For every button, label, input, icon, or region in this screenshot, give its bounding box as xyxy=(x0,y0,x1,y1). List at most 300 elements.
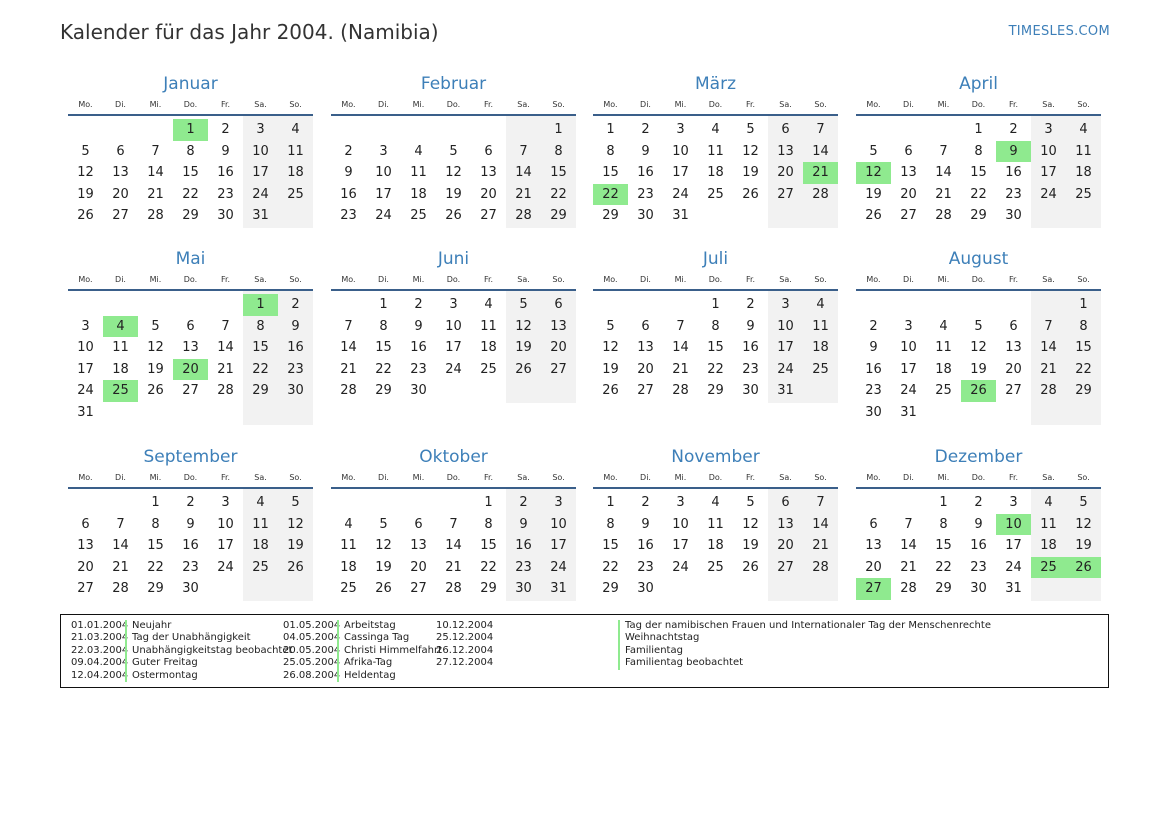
day-cell: 19 xyxy=(515,340,532,356)
day-cell: 3 xyxy=(221,495,230,510)
weekday-header: Fr. xyxy=(483,473,494,482)
day-cell: 15 xyxy=(550,165,567,181)
holiday-day: 1 xyxy=(243,294,278,316)
day-cell: 12 xyxy=(375,538,392,554)
day-cell: 15 xyxy=(480,538,497,554)
weekday-header: Do. xyxy=(183,473,198,482)
day-cell: 8 xyxy=(974,143,983,159)
day-cell: 2 xyxy=(641,495,650,510)
holiday-date: 22.03.2004 xyxy=(71,644,129,656)
day-cell: 24 xyxy=(672,559,689,575)
day-cell: 21 xyxy=(340,361,357,377)
day-cell: 17 xyxy=(252,165,269,181)
day-cell: 22 xyxy=(707,361,724,377)
holiday-date: 26.12.2004 xyxy=(436,644,494,656)
weekday-header: Mo. xyxy=(866,100,881,109)
day-cell: 11 xyxy=(480,318,497,334)
holiday-date: 27.12.2004 xyxy=(436,657,494,669)
day-cell: 13 xyxy=(410,538,427,554)
day-cell: 28 xyxy=(147,208,164,224)
weekday-header: Mo. xyxy=(78,100,93,109)
day-cell: 10 xyxy=(1040,143,1057,159)
day-cell: 1 xyxy=(484,495,493,510)
day-cell: 8 xyxy=(151,516,160,532)
day-cell: 4 xyxy=(1044,495,1053,510)
holiday-day: 12 xyxy=(856,162,891,184)
day-cell: 25 xyxy=(287,186,304,202)
weekday-header: Di. xyxy=(903,275,914,284)
day-cell: 16 xyxy=(742,340,759,356)
day-cell: 1 xyxy=(151,495,160,510)
day-cell: 23 xyxy=(865,383,882,399)
holiday-name: Afrika-Tag xyxy=(337,657,392,669)
day-cell: 15 xyxy=(252,340,269,356)
weekday-header: Do. xyxy=(446,473,461,482)
day-cell: 30 xyxy=(865,405,882,420)
day-cell: 18 xyxy=(1075,165,1092,181)
holiday-day: 26 xyxy=(961,380,996,402)
day-cell: 23 xyxy=(340,208,357,224)
day-cell: 16 xyxy=(970,538,987,554)
day-cell: 9 xyxy=(641,516,650,532)
weekday-header: Mo. xyxy=(78,473,93,482)
day-cell: 16 xyxy=(637,538,654,554)
weekday-header: So. xyxy=(552,473,565,482)
day-cell: 22 xyxy=(480,559,497,575)
day-cell: 18 xyxy=(252,538,269,554)
day-cell: 17 xyxy=(672,538,689,554)
holiday-name: Christi Himmelfahrt xyxy=(337,645,442,657)
weekday-header: Di. xyxy=(903,473,914,482)
day-cell: 29 xyxy=(602,208,619,224)
day-cell: 10 xyxy=(777,318,794,334)
weekday-header: So. xyxy=(289,100,302,109)
weekday-header: Mo. xyxy=(603,473,618,482)
day-cell: 4 xyxy=(291,122,300,137)
day-cell: 20 xyxy=(410,559,427,575)
day-cell: 26 xyxy=(77,208,94,224)
day-cell: 1 xyxy=(606,495,615,510)
day-cell: 30 xyxy=(742,383,759,399)
day-cell: 30 xyxy=(970,581,987,597)
day-cell: 29 xyxy=(602,581,619,597)
month-name: Dezember xyxy=(934,447,1023,467)
day-cell: 14 xyxy=(672,340,689,356)
day-cell: 2 xyxy=(414,297,423,312)
day-cell: 28 xyxy=(340,383,357,399)
day-cell: 9 xyxy=(641,143,650,159)
day-cell: 27 xyxy=(1005,383,1022,399)
day-cell: 19 xyxy=(77,186,94,202)
day-cell: 8 xyxy=(1079,318,1088,334)
weekday-header: Sa. xyxy=(517,100,530,109)
weekday-header: Sa. xyxy=(254,100,267,109)
day-cell: 21 xyxy=(672,361,689,377)
day-cell: 7 xyxy=(221,318,230,334)
weekday-header: Sa. xyxy=(779,473,792,482)
day-cell: 24 xyxy=(445,361,462,377)
weekday-header: Di. xyxy=(115,473,126,482)
day-cell: 14 xyxy=(900,538,917,554)
day-cell: 1 xyxy=(974,122,983,137)
day-cell: 24 xyxy=(1005,559,1022,575)
weekday-header: So. xyxy=(814,100,827,109)
day-cell: 16 xyxy=(865,361,882,377)
weekday-header: Mi. xyxy=(412,275,425,284)
weekday-header: Mo. xyxy=(603,275,618,284)
day-cell: 7 xyxy=(1044,318,1053,334)
weekday-header: Sa. xyxy=(1042,100,1055,109)
day-cell: 3 xyxy=(81,318,90,334)
holiday-name: Tag der Unabhängigkeit xyxy=(125,632,251,644)
day-cell: 25 xyxy=(252,559,269,575)
day-cell: 25 xyxy=(410,208,427,224)
weekday-header: Sa. xyxy=(517,473,530,482)
weekday-header: Fr. xyxy=(745,473,756,482)
holiday-day: 21 xyxy=(803,162,838,184)
day-cell: 10 xyxy=(900,340,917,356)
day-cell: 9 xyxy=(344,165,353,181)
day-cell: 2 xyxy=(186,495,195,510)
day-cell: 7 xyxy=(344,318,353,334)
day-cell: 12 xyxy=(147,340,164,356)
day-cell: 21 xyxy=(812,538,829,554)
day-cell: 3 xyxy=(904,318,913,334)
day-cell: 26 xyxy=(147,383,164,399)
day-cell: 13 xyxy=(182,340,199,356)
weekday-header: Sa. xyxy=(254,473,267,482)
day-cell: 13 xyxy=(865,538,882,554)
day-cell: 31 xyxy=(252,208,269,224)
day-cell: 2 xyxy=(344,143,353,159)
day-cell: 23 xyxy=(182,559,199,575)
day-cell: 6 xyxy=(641,318,650,334)
day-cell: 10 xyxy=(252,143,269,159)
day-cell: 8 xyxy=(256,318,265,334)
day-cell: 27 xyxy=(900,208,917,224)
day-cell: 20 xyxy=(900,186,917,202)
month-name: Juni xyxy=(437,249,470,269)
day-cell: 29 xyxy=(252,383,269,399)
day-cell: 3 xyxy=(781,297,790,312)
weekday-header: Fr. xyxy=(220,473,231,482)
day-cell: 26 xyxy=(515,361,532,377)
holiday-day: 9 xyxy=(996,141,1031,163)
holiday-day: 26 xyxy=(1066,557,1101,579)
day-cell: 7 xyxy=(151,143,160,159)
day-cell: 12 xyxy=(970,340,987,356)
day-cell: 24 xyxy=(252,186,269,202)
day-cell: 26 xyxy=(865,208,882,224)
day-cell: 28 xyxy=(515,208,532,224)
day-cell: 16 xyxy=(182,538,199,554)
day-cell: 14 xyxy=(812,143,829,159)
day-cell: 5 xyxy=(1079,495,1088,510)
day-cell: 25 xyxy=(812,361,829,377)
day-cell: 4 xyxy=(816,297,825,312)
day-cell: 29 xyxy=(707,383,724,399)
day-cell: 4 xyxy=(344,516,353,532)
day-cell: 10 xyxy=(77,340,94,356)
weekday-header: Di. xyxy=(115,275,126,284)
holiday-day: 27 xyxy=(856,578,891,600)
weekday-header: Mi. xyxy=(937,473,950,482)
day-cell: 27 xyxy=(112,208,129,224)
weekday-header: Mi. xyxy=(674,100,687,109)
day-cell: 15 xyxy=(602,538,619,554)
holiday-name: Cassinga Tag xyxy=(337,632,409,644)
holiday-legend xyxy=(60,614,1109,688)
day-cell: 13 xyxy=(777,516,794,532)
weekday-header: So. xyxy=(289,275,302,284)
day-cell: 1 xyxy=(554,122,563,137)
day-cell: 12 xyxy=(77,165,94,181)
weekday-header: Fr. xyxy=(745,100,756,109)
day-cell: 28 xyxy=(445,581,462,597)
holiday-day: 20 xyxy=(173,359,208,381)
holiday-name: Guter Freitag xyxy=(125,657,198,669)
day-cell: 21 xyxy=(935,186,952,202)
day-cell: 14 xyxy=(935,165,952,181)
day-cell: 20 xyxy=(637,361,654,377)
day-cell: 31 xyxy=(777,383,794,399)
day-cell: 11 xyxy=(112,340,129,356)
day-cell: 9 xyxy=(221,143,230,159)
holiday-name: Neujahr xyxy=(125,620,171,632)
day-cell: 14 xyxy=(112,538,129,554)
day-cell: 16 xyxy=(287,340,304,356)
day-cell: 11 xyxy=(1040,516,1057,532)
day-cell: 7 xyxy=(939,143,948,159)
day-cell: 8 xyxy=(484,516,493,532)
day-cell: 10 xyxy=(672,143,689,159)
day-cell: 28 xyxy=(812,186,829,202)
month-name: Mai xyxy=(175,249,206,269)
day-cell: 9 xyxy=(186,516,195,532)
day-cell: 1 xyxy=(1079,297,1088,312)
day-cell: 21 xyxy=(515,186,532,202)
day-cell: 12 xyxy=(602,340,619,356)
day-cell: 19 xyxy=(742,165,759,181)
day-cell: 4 xyxy=(414,143,423,159)
day-cell: 18 xyxy=(287,165,304,181)
day-cell: 18 xyxy=(935,361,952,377)
day-cell: 7 xyxy=(904,516,913,532)
day-cell: 24 xyxy=(672,186,689,202)
day-cell: 19 xyxy=(147,361,164,377)
day-cell: 26 xyxy=(742,186,759,202)
day-cell: 1 xyxy=(711,297,720,312)
day-cell: 13 xyxy=(550,318,567,334)
day-cell: 3 xyxy=(676,122,685,137)
day-cell: 26 xyxy=(445,208,462,224)
day-cell: 17 xyxy=(375,186,392,202)
day-cell: 23 xyxy=(410,361,427,377)
day-cell: 23 xyxy=(742,361,759,377)
day-cell: 6 xyxy=(869,516,878,532)
weekday-header: Fr. xyxy=(483,275,494,284)
day-cell: 16 xyxy=(1005,165,1022,181)
day-cell: 3 xyxy=(554,495,563,510)
month-name: Februar xyxy=(420,74,487,94)
day-cell: 11 xyxy=(707,143,724,159)
weekday-header: Di. xyxy=(378,473,389,482)
day-cell: 5 xyxy=(291,495,300,510)
day-cell: 14 xyxy=(515,165,532,181)
weekday-header: Mi. xyxy=(674,473,687,482)
day-cell: 18 xyxy=(410,186,427,202)
weekday-header: Do. xyxy=(708,100,723,109)
weekday-header: Mi. xyxy=(937,100,950,109)
weekday-header: So. xyxy=(814,473,827,482)
weekday-header: Mi. xyxy=(149,473,162,482)
weekday-header: Mo. xyxy=(78,275,93,284)
weekday-header: Di. xyxy=(640,275,651,284)
weekday-header: Mo. xyxy=(341,275,356,284)
day-cell: 27 xyxy=(480,208,497,224)
day-cell: 28 xyxy=(812,559,829,575)
weekday-header: Sa. xyxy=(254,275,267,284)
weekday-header: Mo. xyxy=(866,275,881,284)
day-cell: 26 xyxy=(287,559,304,575)
day-cell: 15 xyxy=(147,538,164,554)
day-cell: 25 xyxy=(935,383,952,399)
day-cell: 14 xyxy=(147,165,164,181)
day-cell: 17 xyxy=(217,538,234,554)
day-cell: 12 xyxy=(515,318,532,334)
day-cell: 29 xyxy=(935,581,952,597)
day-cell: 7 xyxy=(676,318,685,334)
day-cell: 12 xyxy=(1075,516,1092,532)
day-cell: 23 xyxy=(515,559,532,575)
day-cell: 23 xyxy=(1005,186,1022,202)
day-cell: 31 xyxy=(77,405,94,420)
site-link[interactable]: TIMESLES.COM xyxy=(1008,24,1110,39)
day-cell: 12 xyxy=(742,516,759,532)
day-cell: 23 xyxy=(637,186,654,202)
day-cell: 17 xyxy=(777,340,794,356)
holiday-day: 10 xyxy=(996,514,1031,536)
day-cell: 15 xyxy=(970,165,987,181)
day-cell: 29 xyxy=(182,208,199,224)
day-cell: 1 xyxy=(939,495,948,510)
day-cell: 13 xyxy=(480,165,497,181)
holiday-day: 22 xyxy=(593,184,628,206)
day-cell: 9 xyxy=(974,516,983,532)
day-cell: 3 xyxy=(676,495,685,510)
day-cell: 1 xyxy=(379,297,388,312)
day-cell: 21 xyxy=(217,361,234,377)
day-cell: 24 xyxy=(777,361,794,377)
day-cell: 21 xyxy=(900,559,917,575)
day-cell: 12 xyxy=(287,516,304,532)
holiday-date: 12.04.2004 xyxy=(71,669,129,681)
weekday-header: Di. xyxy=(640,473,651,482)
day-cell: 4 xyxy=(484,297,493,312)
weekday-header: So. xyxy=(1077,100,1090,109)
day-cell: 13 xyxy=(112,165,129,181)
day-cell: 11 xyxy=(410,165,427,181)
day-cell: 10 xyxy=(445,318,462,334)
day-cell: 11 xyxy=(252,516,269,532)
day-cell: 15 xyxy=(707,340,724,356)
weekday-header: Do. xyxy=(971,275,986,284)
day-cell: 26 xyxy=(375,581,392,597)
holiday-name: Familientag xyxy=(618,645,683,657)
weekday-header: Mi. xyxy=(937,275,950,284)
weekday-header: Fr. xyxy=(220,275,231,284)
day-cell: 28 xyxy=(1040,383,1057,399)
day-cell: 16 xyxy=(410,340,427,356)
day-cell: 19 xyxy=(375,559,392,575)
weekday-header: Do. xyxy=(971,100,986,109)
day-cell: 27 xyxy=(182,383,199,399)
day-cell: 8 xyxy=(379,318,388,334)
day-cell: 12 xyxy=(445,165,462,181)
day-cell: 19 xyxy=(742,538,759,554)
day-cell: 14 xyxy=(340,340,357,356)
day-cell: 18 xyxy=(112,361,129,377)
day-cell: 28 xyxy=(672,383,689,399)
day-cell: 5 xyxy=(151,318,160,334)
holiday-date: 01.01.2004 xyxy=(71,620,129,631)
weekday-header: Di. xyxy=(378,275,389,284)
day-cell: 30 xyxy=(637,208,654,224)
day-cell: 11 xyxy=(812,318,829,334)
day-cell: 12 xyxy=(742,143,759,159)
day-cell: 30 xyxy=(1005,208,1022,224)
day-cell: 30 xyxy=(182,581,199,597)
day-cell: 6 xyxy=(904,143,913,159)
day-cell: 17 xyxy=(900,361,917,377)
day-cell: 27 xyxy=(777,186,794,202)
day-cell: 7 xyxy=(816,495,825,510)
weekday-header: Mo. xyxy=(866,473,881,482)
day-cell: 6 xyxy=(781,122,790,137)
weekday-header: Do. xyxy=(183,100,198,109)
weekday-header: Sa. xyxy=(1042,275,1055,284)
day-cell: 30 xyxy=(287,383,304,399)
weekday-header: Fr. xyxy=(745,275,756,284)
day-cell: 31 xyxy=(672,208,689,224)
day-cell: 5 xyxy=(746,122,755,137)
day-cell: 2 xyxy=(291,297,300,312)
weekday-header: Mo. xyxy=(341,473,356,482)
day-cell: 29 xyxy=(480,581,497,597)
day-cell: 24 xyxy=(900,383,917,399)
weekday-header: So. xyxy=(814,275,827,284)
weekday-header: Do. xyxy=(446,100,461,109)
day-cell: 13 xyxy=(77,538,94,554)
weekday-header: Di. xyxy=(115,100,126,109)
holiday-date: 26.08.2004 xyxy=(283,669,341,681)
weekday-header: Mi. xyxy=(149,275,162,284)
day-cell: 19 xyxy=(1075,538,1092,554)
day-cell: 15 xyxy=(602,165,619,181)
day-cell: 9 xyxy=(414,318,423,334)
day-cell: 9 xyxy=(869,340,878,356)
day-cell: 11 xyxy=(340,538,357,554)
day-cell: 22 xyxy=(1075,361,1092,377)
weekday-header: Mi. xyxy=(674,275,687,284)
day-cell: 25 xyxy=(480,361,497,377)
day-cell: 5 xyxy=(974,318,983,334)
weekday-header: Mo. xyxy=(603,100,618,109)
day-cell: 20 xyxy=(112,186,129,202)
day-cell: 5 xyxy=(379,516,388,532)
day-cell: 3 xyxy=(449,297,458,312)
day-cell: 17 xyxy=(672,165,689,181)
